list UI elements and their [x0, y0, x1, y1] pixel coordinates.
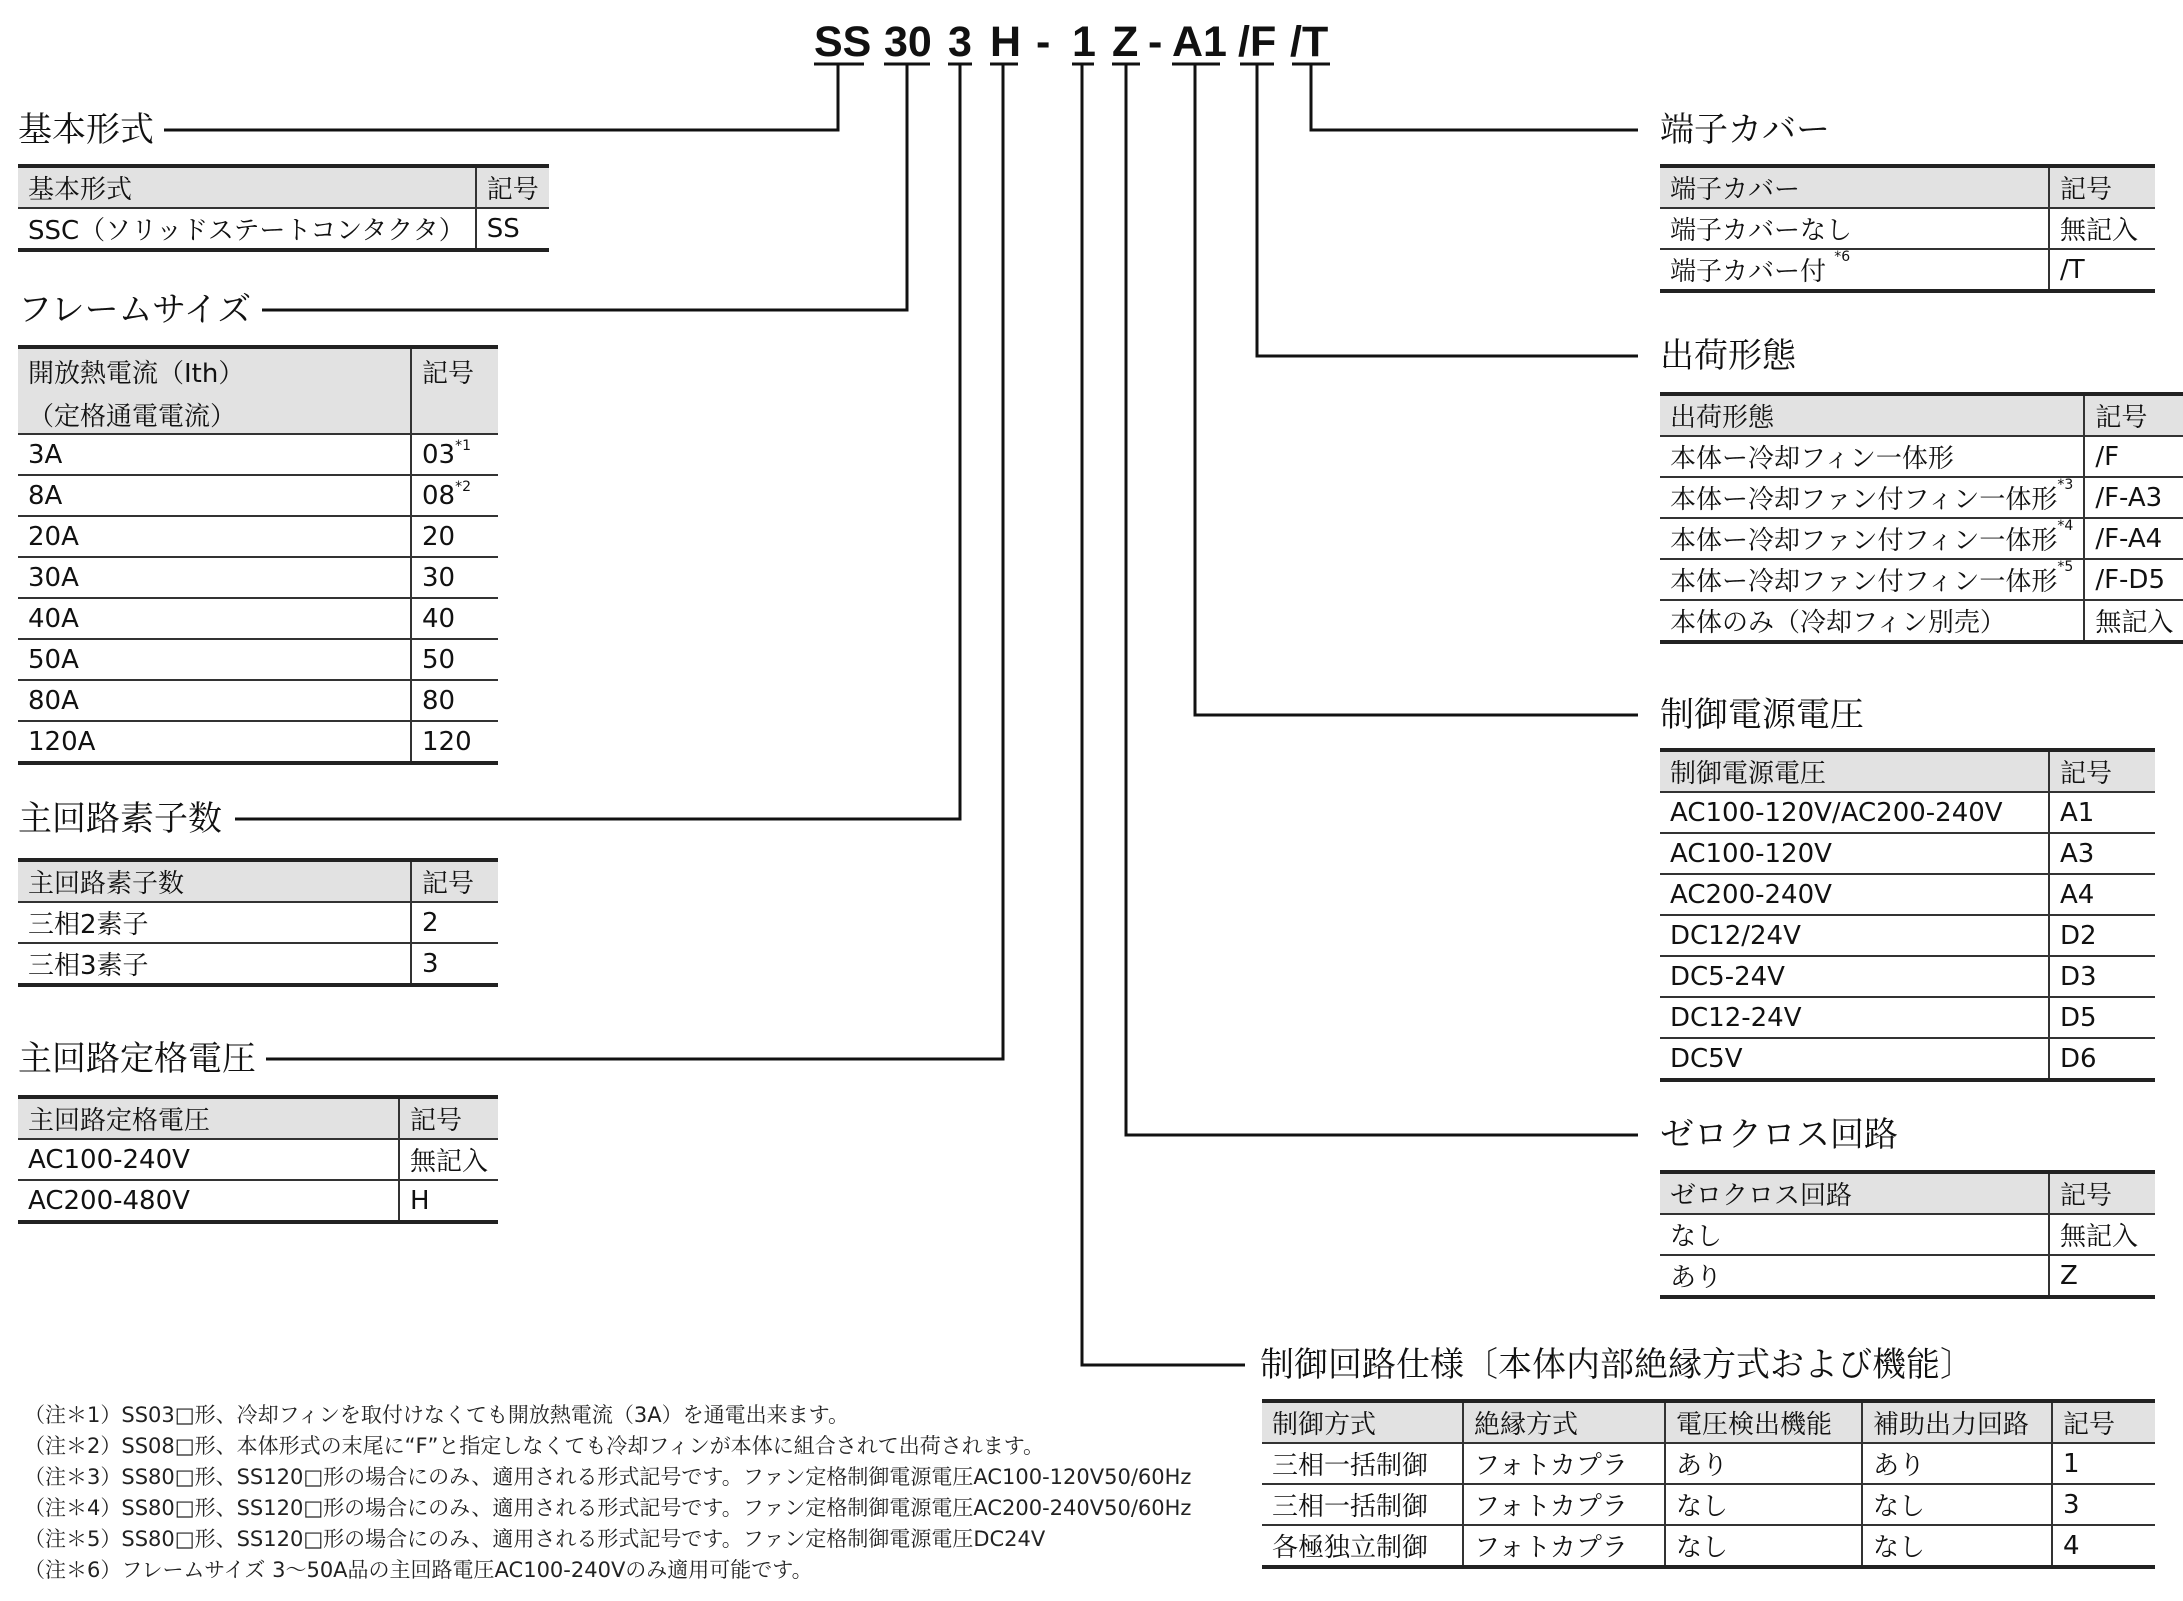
row-label: 三相3素子 [28, 951, 149, 981]
table-header: 記号 [2049, 166, 2155, 208]
heading-terminal-cover: 端子カバー [1652, 107, 1830, 153]
table-row [1262, 1443, 2155, 1484]
row-label-cell [1660, 559, 2084, 600]
footnote-mark: *1 [455, 437, 472, 454]
code-segment-control-voltage: A1 [1172, 18, 1227, 66]
cell-isolation: フォトカプラ [1463, 1525, 1665, 1567]
table-header: 基本形式 [18, 166, 476, 208]
row-label: 3A [18, 434, 411, 475]
table-control-circuit-spec [1262, 1399, 2155, 1569]
row-code-cell [411, 475, 498, 516]
table-row [1660, 600, 2183, 642]
heading-zero-cross-circuit: ゼロクロス回路 [1652, 1112, 1898, 1158]
table-base-type [18, 164, 549, 252]
code-segment-cover: /T [1290, 18, 1329, 66]
footnotes [24, 1400, 1191, 1586]
heading-shipping-form: 出荷形態 [1652, 333, 1796, 379]
row-label: 50A [18, 639, 411, 680]
table-header: 主回路定格電圧 [18, 1097, 399, 1139]
row-code-cell [411, 434, 498, 475]
row-code: 無記入 [2049, 1214, 2155, 1255]
row-label: 20A [18, 516, 411, 557]
code-segment-dash: - [1036, 18, 1051, 66]
table-header: 電圧検出機能 [1665, 1401, 1862, 1443]
row-code: A3 [2049, 833, 2155, 874]
row-label: DC5V [1670, 1043, 1743, 1074]
table-header: 記号 [476, 166, 549, 208]
row-code: 3 [411, 943, 498, 985]
row-label-cell [1660, 477, 2084, 518]
row-label: あり [1670, 1263, 1723, 1293]
cell-code: 3 [2052, 1484, 2155, 1525]
table-header: 制御電源電圧 [1660, 750, 2049, 792]
row-code: D5 [2049, 997, 2155, 1038]
table-row [18, 516, 498, 557]
row-label: 本体ー冷却ファン付フィン一体形 [1670, 567, 2058, 597]
table-header: 記号 [399, 1097, 498, 1139]
heading-frame-size: フレームサイズ [18, 287, 259, 333]
footnote: （注＊5）SS80□形、SS120□形の場合にのみ、適用される形式記号です。ファン定格制御電源電圧DC24V [24, 1527, 1046, 1551]
code-segment-zerocross: Z [1112, 18, 1139, 66]
table-row [18, 680, 498, 721]
cell-aux-output: なし [1862, 1484, 2052, 1525]
row-label-cell [1660, 249, 2049, 291]
row-code: 無記入 [2084, 600, 2183, 642]
heading-control-power-voltage: 制御電源電圧 [1652, 692, 1864, 738]
header-line: 開放熱電流（Ith） [28, 359, 245, 389]
cell-voltage-detection: あり [1665, 1443, 1862, 1484]
code-segment-shipping: /F [1238, 18, 1277, 66]
code-segment-elements: 3 [948, 18, 972, 66]
table-row [1262, 1525, 2155, 1567]
code-segment-base: SS [814, 18, 872, 66]
table-header: 主回路素子数 [18, 860, 411, 902]
table-header: 補助出力回路 [1862, 1401, 2052, 1443]
footnote: （注＊4）SS80□形、SS120□形の場合にのみ、適用される形式記号です。ファン定格制御電源電圧AC200-240V50/60Hz [24, 1496, 1192, 1520]
cell-aux-output: なし [1862, 1525, 2052, 1567]
row-label: AC100-120V/AC200-240V [1660, 792, 2049, 833]
table-row [1660, 915, 2155, 956]
table-control-power-voltage [1660, 748, 2155, 1082]
row-code: D3 [2049, 956, 2155, 997]
heading-main-circuit-elements: 主回路素子数 [18, 796, 230, 842]
row-label: なし [1660, 1214, 2049, 1255]
row-label: 三相2素子 [18, 902, 411, 943]
table-header: 記号 [411, 860, 498, 902]
row-label: 120A [28, 726, 96, 757]
table-row [1660, 518, 2183, 559]
row-code: 50 [411, 639, 498, 680]
footnote: （注＊1）SS03□形、冷却フィンを取付けなくても開放熱電流（3A）を通電出来ます。 [24, 1403, 849, 1427]
cell-voltage-detection: なし [1665, 1484, 1862, 1525]
row-code: 無記入 [399, 1139, 498, 1180]
row-label: 端子カバー付 [1670, 257, 1827, 287]
footnote: （注＊6）フレームサイズ 3～50A品の主回路電圧AC100-240Vのみ適用可能です。 [24, 1558, 813, 1582]
row-label: 本体のみ（冷却フィン別売） [1670, 608, 2006, 638]
table-row [1660, 477, 2183, 518]
footnote-mark: *2 [455, 478, 472, 495]
row-code: 30 [411, 557, 498, 598]
table-header: 記号 [2052, 1401, 2155, 1443]
table-row [1660, 436, 2183, 477]
row-label: 端子カバーなし [1660, 208, 2049, 249]
table-header: 制御方式 [1262, 1401, 1463, 1443]
row-label: AC100-120V [1660, 833, 2049, 874]
header-line: （定格通電電流） [28, 402, 237, 432]
row-code: Z [2049, 1255, 2155, 1297]
footnote-mark: *5 [2057, 559, 2074, 575]
heading-base-type: 基本形式 [18, 107, 162, 153]
table-header: 出荷形態 [1660, 394, 2084, 436]
code-segment-frame: 30 [884, 18, 932, 66]
table-row [1660, 997, 2155, 1038]
cell-code: 4 [2052, 1525, 2155, 1567]
row-label: AC200-240V [1660, 874, 2049, 915]
cell-control-method: 三相一括制御 [1262, 1443, 1463, 1484]
row-label: DC12-24V [1660, 997, 2049, 1038]
row-code: 03 [422, 439, 456, 470]
footnote-mark: *4 [2057, 518, 2074, 534]
row-code: /F-A3 [2084, 477, 2183, 518]
table-row [18, 598, 498, 639]
table-row [18, 902, 498, 943]
table-frame-size [18, 345, 498, 765]
cell-control-method: 三相一括制御 [1262, 1484, 1463, 1525]
footnote: （注＊3）SS80□形、SS120□形の場合にのみ、適用される形式記号です。ファン定格制御電源電圧AC100-120V50/60Hz [24, 1465, 1192, 1489]
table-terminal-cover [1660, 164, 2155, 293]
row-label: AC200-480V [28, 1185, 190, 1216]
row-label: AC100-240V [18, 1139, 399, 1180]
footnote-mark: *3 [2057, 477, 2074, 493]
table-header: 端子カバー [1660, 166, 2049, 208]
heading-control-circuit-spec: 制御回路仕様〔本体内部絶縁方式および機能〕 [1252, 1342, 1982, 1388]
cell-control-method: 各極独立制御 [1272, 1533, 1429, 1563]
row-code: D2 [2049, 915, 2155, 956]
table-row [18, 475, 498, 516]
row-label: DC12/24V [1660, 915, 2049, 956]
table-row [1660, 1038, 2155, 1080]
row-code: 40 [411, 598, 498, 639]
cell-voltage-detection: なし [1665, 1525, 1862, 1567]
row-label: 40A [18, 598, 411, 639]
row-label: 30A [18, 557, 411, 598]
table-main-circuit-elements [18, 858, 498, 987]
table-row [1660, 874, 2155, 915]
table-row [1660, 249, 2155, 291]
table-row [1660, 208, 2155, 249]
row-code: 08 [422, 480, 456, 511]
table-row [1660, 792, 2155, 833]
table-row [1660, 1255, 2155, 1297]
table-header: 記号 [2049, 1172, 2155, 1214]
row-code: /T [2049, 249, 2155, 291]
cell-isolation: フォトカプラ [1463, 1484, 1665, 1525]
cell-code: 1 [2052, 1443, 2155, 1484]
table-header [18, 347, 411, 434]
code-segment-voltage: H [990, 18, 1022, 66]
code-segment-control-circuit: 1 [1072, 18, 1096, 66]
table-row [1660, 833, 2155, 874]
row-label: 本体ー冷却ファン付フィン一体形 [1670, 526, 2058, 556]
table-row [1660, 559, 2183, 600]
table-header: ゼロクロス回路 [1660, 1172, 2049, 1214]
table-shipping-form [1660, 392, 2183, 644]
row-code: 80 [411, 680, 498, 721]
table-row [18, 208, 549, 250]
row-code: H [399, 1180, 498, 1222]
table-header: 記号 [2084, 394, 2183, 436]
row-label-cell [1660, 518, 2084, 559]
table-row [18, 721, 498, 763]
table-row [1262, 1484, 2155, 1525]
row-label: 本体ー冷却ファン付フィン一体形 [1670, 485, 2058, 515]
table-header: 記号 [2049, 750, 2155, 792]
heading-main-circuit-voltage: 主回路定格電圧 [18, 1036, 264, 1082]
row-code: A4 [2049, 874, 2155, 915]
table-header: 記号 [411, 347, 498, 434]
row-code: 20 [411, 516, 498, 557]
row-code: /F [2084, 436, 2183, 477]
code-segment-dash: - [1148, 18, 1163, 66]
table-zero-cross-circuit [1660, 1170, 2155, 1299]
row-label: 8A [18, 475, 411, 516]
table-header: 絶縁方式 [1463, 1401, 1665, 1443]
table-row [18, 1180, 498, 1222]
table-row [18, 557, 498, 598]
footnote: （注＊2）SS08□形、本体形式の末尾に“F”と指定しなくても冷却フィンが本体に組合されて出荷されます。 [24, 1434, 1045, 1458]
table-row [18, 639, 498, 680]
row-code: 120 [411, 721, 498, 763]
footnote-mark: *6 [1834, 249, 1851, 265]
table-row [18, 943, 498, 985]
row-label: 本体ー冷却フィン一体形 [1660, 436, 2084, 477]
row-label: DC5-24V [1660, 956, 2049, 997]
cell-isolation: フォトカプラ [1463, 1443, 1665, 1484]
table-main-circuit-voltage [18, 1095, 498, 1224]
table-row [18, 434, 498, 475]
row-label: SSC（ソリッドステートコンタクタ） [28, 216, 465, 246]
row-label: 80A [18, 680, 411, 721]
row-code: A1 [2049, 792, 2155, 833]
row-code: /F-A4 [2084, 518, 2183, 559]
row-code: 無記入 [2049, 208, 2155, 249]
table-row [1660, 1214, 2155, 1255]
table-row [18, 1139, 498, 1180]
row-code: D6 [2049, 1038, 2155, 1080]
table-row [1660, 956, 2155, 997]
row-code: /F-D5 [2084, 559, 2183, 600]
row-code: 2 [411, 902, 498, 943]
cell-aux-output: あり [1862, 1443, 2052, 1484]
row-code: SS [476, 208, 549, 250]
